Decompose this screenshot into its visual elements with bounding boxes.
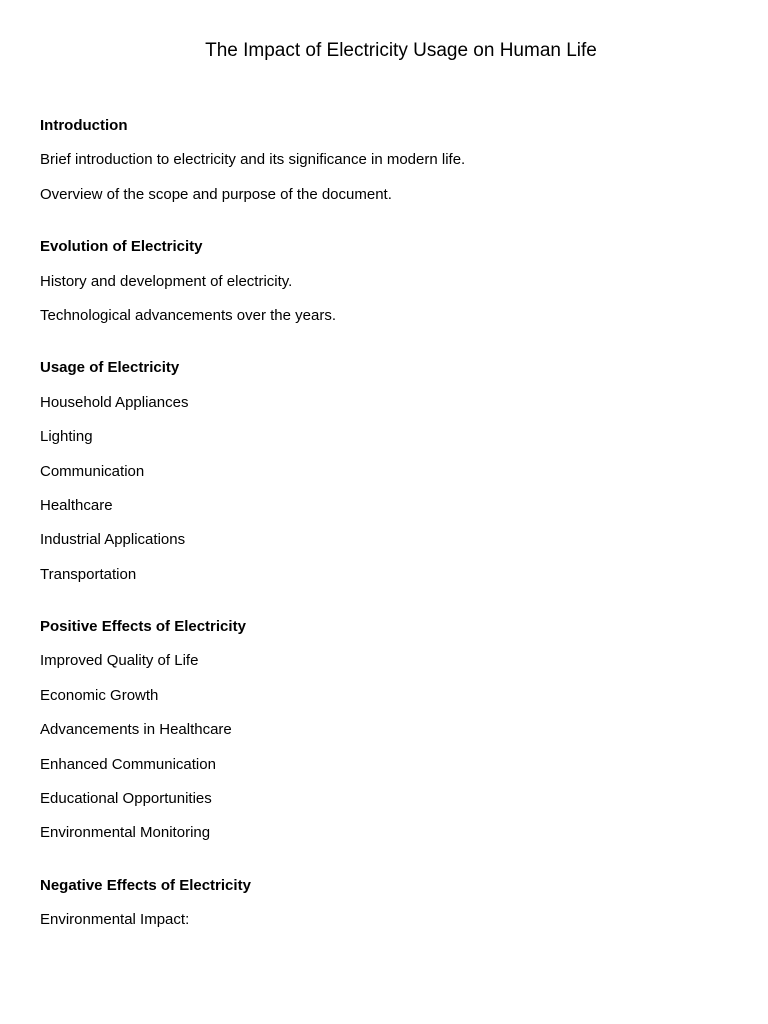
section-item: Communication bbox=[40, 462, 145, 480]
section-item: Advancements in Healthcare bbox=[40, 721, 232, 739]
document-section bbox=[40, 869, 728, 938]
section-item: Economic Growth bbox=[40, 686, 159, 704]
section-item: Household Appliances bbox=[40, 393, 189, 411]
section-item: Healthcare bbox=[40, 496, 113, 514]
document-section bbox=[40, 351, 728, 592]
document-section bbox=[40, 109, 728, 212]
section-item: Brief introduction to electricity and its significance in modern life. bbox=[40, 151, 466, 169]
section-item: Environmental Impact: bbox=[40, 911, 190, 929]
section-item-list bbox=[40, 386, 728, 592]
section-item: Overview of the scope and purpose of the document. bbox=[40, 185, 392, 203]
section-item: Industrial Applications bbox=[40, 531, 186, 549]
section-heading: Introduction bbox=[40, 117, 128, 134]
section-item: Lighting bbox=[40, 428, 93, 446]
section-item: Environmental Monitoring bbox=[40, 824, 211, 842]
section-item-list bbox=[40, 143, 728, 212]
section-item-list bbox=[40, 644, 728, 850]
section-item: Enhanced Communication bbox=[40, 755, 216, 773]
document-title: The Impact of Electricity Usage on Human Life bbox=[205, 40, 597, 61]
document-section bbox=[40, 230, 728, 333]
section-item: Improved Quality of Life bbox=[40, 652, 199, 670]
section-item: History and development of electricity. bbox=[40, 272, 293, 290]
section-heading: Positive Effects of Electricity bbox=[40, 618, 246, 636]
section-item: Transportation bbox=[40, 565, 137, 583]
section-heading: Evolution of Electricity bbox=[40, 238, 203, 256]
document-sections bbox=[40, 109, 728, 938]
section-heading: Usage of Electricity bbox=[40, 359, 180, 377]
section-heading: Negative Effects of Electricity bbox=[40, 876, 251, 894]
section-item: Technological advancements over the years. bbox=[40, 306, 337, 324]
section-item-list bbox=[40, 903, 728, 937]
document-section bbox=[40, 610, 728, 851]
section-item-list bbox=[40, 265, 728, 334]
section-item: Educational Opportunities bbox=[40, 790, 212, 808]
